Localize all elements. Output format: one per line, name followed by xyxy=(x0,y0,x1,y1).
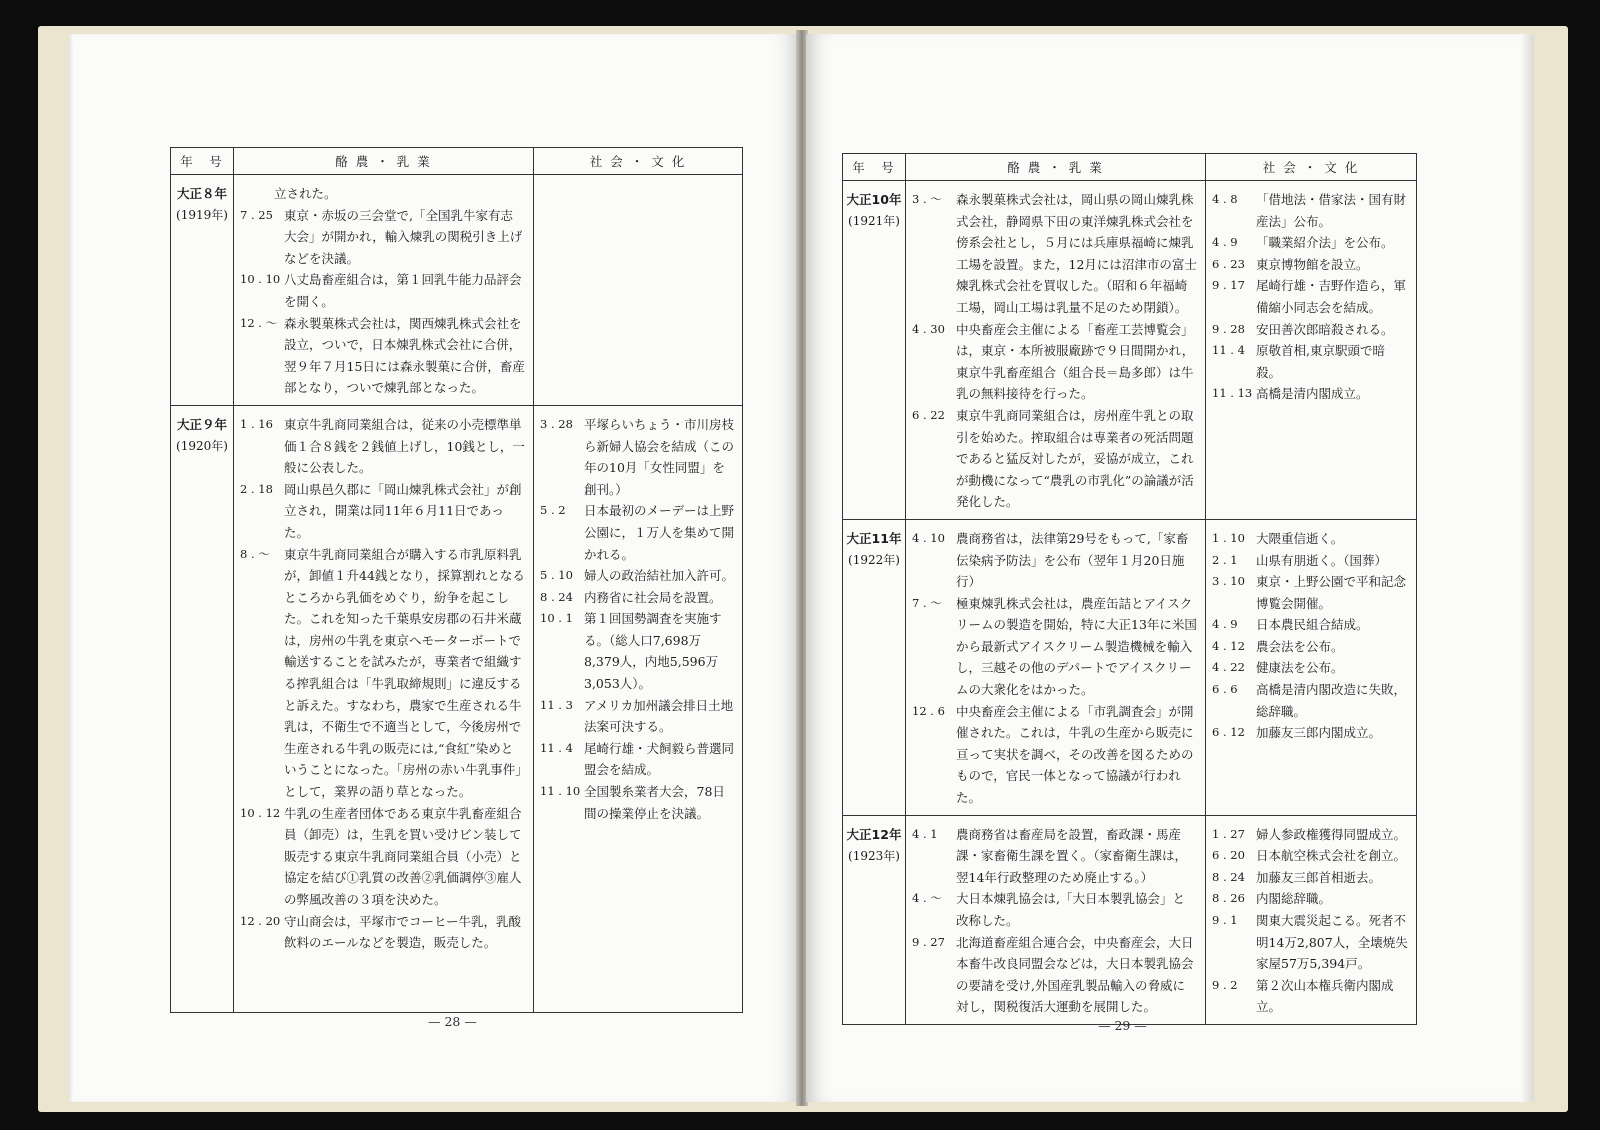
era-year: (1921年) xyxy=(848,214,900,228)
entry-date: 1 . 10 xyxy=(1212,530,1245,545)
entry-text: 牛乳の生産者団体である東京牛乳畜産組合員（卸売）は，生乳を買い受けビン装して販売する東京牛乳商同業組合員（小売）と協定を結び①乳質の改善②乳価調停③雇人の弊風改善の３項を決めた。 xyxy=(284,805,522,907)
society-entry xyxy=(1206,319,1416,341)
entry-date: 4 . 8 xyxy=(1212,192,1238,206)
era-cell xyxy=(171,175,234,406)
era-cell xyxy=(171,405,234,1012)
entry-date: 9 . 17 xyxy=(1212,278,1245,293)
dairy-entry xyxy=(906,888,1205,931)
entry-text: 全国製糸業者大会，78日間の操業停止を決議。 xyxy=(584,784,725,821)
entry-text: 東京・上野公園で平和記念博覧会開催。 xyxy=(1256,574,1407,611)
entry-date: 8 . 24 xyxy=(1212,869,1245,884)
society-entry xyxy=(1206,636,1416,658)
dairy-entry xyxy=(906,824,1205,889)
entry-text: 東京博物館を設立。 xyxy=(1256,256,1369,272)
society-entry xyxy=(1206,910,1416,975)
entry-text: 内閣総辞職。 xyxy=(1256,891,1332,907)
entry-text: 加藤友三郎首相逝去。 xyxy=(1256,869,1382,885)
entry-date: 4 . 12 xyxy=(1212,638,1245,653)
entry-text: 日本航空株式会社を創立。 xyxy=(1256,848,1407,864)
entry-text: 森永製菓株式会社は，関西煉乳株式会社を設立，ついで，日本煉乳株式会社に合併，翌９年７月15日には森永製菓に合併，畜産部となり，ついで煉乳部となった。 xyxy=(284,315,525,396)
entry-date: 6 . 22 xyxy=(912,407,945,422)
entry-date: 11 . 13 xyxy=(1212,386,1253,401)
row-taisho-8 xyxy=(171,175,743,406)
entry-date: 9 . 27 xyxy=(912,934,945,949)
dairy-entry xyxy=(906,701,1205,809)
right-page xyxy=(806,34,1534,1102)
society-entry xyxy=(1206,722,1416,744)
entry-text: 山県有朋逝く。（国葬） xyxy=(1256,552,1388,568)
row-taisho-10 xyxy=(843,181,1417,520)
era-cell xyxy=(843,519,906,815)
dairy-entry xyxy=(906,405,1205,513)
society-entry xyxy=(1206,383,1416,405)
society-cell xyxy=(1206,181,1417,520)
header-row xyxy=(171,148,743,175)
society-cell xyxy=(534,405,743,1012)
entry-text: 東京牛乳商同業組合は，房州産牛乳との取引を始めた。搾取組合は専業者の死活問題であると猛反対したが，妥協が成立，これが動機になって“農乳の市乳化”の論議が活発化した。 xyxy=(956,407,1194,510)
era-year: (1920年) xyxy=(176,438,228,453)
entry-date: 8 . ～ xyxy=(240,546,270,561)
society-entry xyxy=(534,565,742,587)
header-era: 年 号 xyxy=(843,154,906,181)
entry-date: 2 . 18 xyxy=(240,481,273,496)
era-year: (1919年) xyxy=(176,208,228,222)
entry-text: 高橋是清内閣改造に失敗，総辞職。 xyxy=(1256,682,1407,719)
society-entry xyxy=(534,608,742,694)
era-name: 大正９年 xyxy=(176,416,227,432)
entry-date: 6 . 23 xyxy=(1212,256,1245,271)
header-society: 社 会 ・ 文 化 xyxy=(534,148,743,175)
entry-text: 日本最初のメーデーは上野公園に，１万人を集めて開かれる。 xyxy=(584,503,735,562)
entry-date: 9 . 1 xyxy=(1212,913,1238,927)
entry-date: 11 . 4 xyxy=(1212,343,1245,358)
entry-date: 4 . 9 xyxy=(1212,235,1238,250)
dairy-entry xyxy=(234,479,533,544)
dairy-entry xyxy=(234,911,533,954)
entry-date: 4 . 10 xyxy=(912,530,945,545)
dairy-cell xyxy=(906,181,1206,520)
era-name: 大正12年 xyxy=(846,826,902,842)
dairy-entry xyxy=(906,932,1205,1018)
entry-date: 12 . 6 xyxy=(912,703,945,718)
entry-date: 4 . 1 xyxy=(912,826,938,841)
entry-date: 8 . 26 xyxy=(1212,891,1245,906)
left-page xyxy=(68,34,798,1102)
dairy-entry xyxy=(234,803,533,911)
entry-date: 3 . 28 xyxy=(540,416,573,431)
entry-text: 日本農民組合結成。 xyxy=(1256,617,1369,633)
era-name: 大正11年 xyxy=(846,530,902,546)
era-year: (1923年) xyxy=(848,848,900,863)
society-entry xyxy=(534,414,742,500)
entry-date: 3 . ～ xyxy=(912,192,942,206)
entry-date: 5 . 10 xyxy=(540,568,573,583)
era-year: (1922年) xyxy=(848,552,900,567)
society-cell xyxy=(1206,815,1417,1024)
dairy-entry xyxy=(906,593,1205,701)
entry-date: 6 . 20 xyxy=(1212,848,1245,863)
chronology-table xyxy=(170,147,743,1013)
entry-text: 関東大震災起こる。死者不明14万2,807人，全壊焼失家屋57万5,394戸。 xyxy=(1256,913,1408,972)
society-entry xyxy=(1206,824,1416,846)
entry-text: アメリカ加州議会排日土地法案可決する。 xyxy=(584,697,734,735)
society-entry xyxy=(1206,975,1416,1018)
entry-text: 北海道畜産組合連合会，中央畜産会，大日本畜牛改良同盟会などは，大日本製乳協会の要請を受け,外国産乳製品輸入の脅威に対し，関税復活大運動を展開した。 xyxy=(956,934,1194,1015)
entry-text: 東京牛乳商同業組合が購入する市乳原料乳が，卸値１升44銭となり，採算割れとなるところから乳価をめぐり，紛争を起こした。これを知った千葉県安房郡の石井米蔵は，房州の牛乳を東京へモーターボートで輸送することを試みたが，専業者で組織する搾乳組合は「牛乳取締規則」に違反すると訴えた。すなわち，農家で生産される牛乳は，不衛生で不適当として，今後房州で生産される牛乳の販売には,“食紅”染めということになった。「房州の赤い牛乳事件」として，業界の語り草となった。 xyxy=(284,546,525,800)
row-taisho-12 xyxy=(843,815,1417,1024)
dairy-entry xyxy=(234,544,533,803)
entry-text: 内務省に社会局を設置。 xyxy=(584,589,722,605)
entry-text: 婦人参政権獲得同盟成立。 xyxy=(1256,826,1407,842)
entry-date: 11 . 4 xyxy=(540,740,573,755)
era-name: 大正８年 xyxy=(176,186,227,201)
entry-date: 8 . 24 xyxy=(540,589,573,604)
entry-date: 7 . ～ xyxy=(912,595,942,610)
society-entry xyxy=(1206,254,1416,276)
header-dairy: 酪 農 ・ 乳 業 xyxy=(234,148,534,175)
entry-text: 第２次山本権兵衛内閣成立。 xyxy=(1256,977,1394,1015)
header-era: 年 号 xyxy=(171,148,234,175)
entry-text: 八丈島畜産組合は，第１回乳牛能力品評会を開く。 xyxy=(284,272,522,309)
dairy-cell xyxy=(234,175,534,406)
entry-text: 原敬首相,東京駅頭で暗殺。 xyxy=(1256,343,1385,380)
entry-date: 4 . 22 xyxy=(1212,660,1245,675)
society-entry xyxy=(534,781,742,824)
entry-date: 11 . 10 xyxy=(540,784,581,799)
dairy-cell xyxy=(234,405,534,1012)
entry-text: 守山商会は，平塚市でコーヒー牛乳，乳酸飲料のエールなどを製造，販売した。 xyxy=(284,913,522,951)
entry-date: 4 . ～ xyxy=(912,891,942,906)
chronology-table xyxy=(842,153,1417,1025)
dairy-cell xyxy=(906,519,1206,815)
entry-text: 安田善次郎暗殺される。 xyxy=(1256,321,1394,337)
entry-date: 1 . 16 xyxy=(240,416,273,431)
entry-text: 大日本煉乳協会は,「大日本製乳協会」と改称した。 xyxy=(956,891,1185,928)
society-entry xyxy=(1206,275,1416,318)
header-society: 社 会 ・ 文 化 xyxy=(1206,154,1417,181)
entry-date: 5 . 2 xyxy=(540,503,566,518)
era-name: 大正10年 xyxy=(846,192,902,207)
dairy-entry xyxy=(234,313,533,399)
entry-date: 10 . 12 xyxy=(240,805,281,820)
society-entry xyxy=(534,738,742,781)
page-number: — 29 — xyxy=(1098,1018,1147,1033)
dairy-entry xyxy=(906,319,1205,405)
entry-date: 10 . 10 xyxy=(240,272,281,287)
entry-text: 第１回国勢調査を実施する。（総人口7,698万8,379人，内地5,596万3,053人）。 xyxy=(584,611,722,692)
society-entry xyxy=(1206,528,1416,550)
page-number: — 28 — xyxy=(428,1014,477,1029)
society-entry xyxy=(1206,679,1416,722)
society-entry xyxy=(1206,550,1416,572)
entry-date: 11 . 3 xyxy=(540,697,573,712)
entry-text: 「借地法・借家法・国有財産法」公布。 xyxy=(1256,192,1407,229)
society-entry xyxy=(1206,189,1416,232)
entry-text: 森永製菓株式会社は，岡山県の岡山煉乳株式会社，静岡県下田の東洋煉乳株式会社を傍系会社とし，５月には兵庫県福崎に煉乳工場を設置。また，12月には沼津市の富士煉乳株式会社を買収した。（昭和６年福崎工場，岡山工場は乳量不足のため閉鎖）。 xyxy=(956,192,1197,315)
dairy-entry xyxy=(234,205,533,270)
entry-date: 12 . ～ xyxy=(240,315,278,330)
dairy-entry xyxy=(234,183,533,205)
entry-date: 9 . 2 xyxy=(1212,977,1238,992)
entry-text: 農商務省は畜産局を設置，畜政課・馬産課・家畜衛生課を置く。（家畜衛生課は，翌14年行政整理のため廃止する。） xyxy=(956,826,1188,885)
entry-date: 6 . 12 xyxy=(1212,725,1245,740)
entry-text: 立された。 xyxy=(274,186,337,201)
entry-text: 平塚らいちょう・市川房枝ら新婦人協会を結成（この年の10月「女性同盟」を創刊。） xyxy=(584,416,735,497)
dairy-entry xyxy=(234,269,533,312)
entry-date: 7 . 25 xyxy=(240,207,273,222)
society-entry xyxy=(534,500,742,565)
entry-date: 4 . 9 xyxy=(1212,617,1238,632)
era-cell xyxy=(843,815,906,1024)
entry-text: 大隈重信逝く。 xyxy=(1256,530,1344,546)
entry-text: 加藤友三郎内閣成立。 xyxy=(1256,725,1382,741)
entry-text: 東京牛乳商同業組合は，従来の小売標準単価１合８銭を２銭値上げし，10銭とし，一般に公表した。 xyxy=(284,416,525,476)
society-cell xyxy=(534,175,743,406)
entry-date: 4 . 30 xyxy=(912,321,945,336)
header-row xyxy=(843,154,1417,181)
entry-date: 1 . 27 xyxy=(1212,826,1245,841)
dairy-cell xyxy=(906,815,1206,1024)
society-entry xyxy=(1206,845,1416,867)
dairy-entry xyxy=(906,189,1205,319)
row-taisho-9 xyxy=(171,405,743,1012)
entry-text: 岡山県邑久郡に「岡山煉乳株式会社」が創立され，開業は同11年６月11日であった。 xyxy=(284,481,522,540)
entry-date: 3 . 10 xyxy=(1212,574,1245,589)
society-cell xyxy=(1206,519,1417,815)
entry-text: 東京・赤坂の三会堂で,「全国乳牛家有志大会」が開かれ，輸入煉乳の関税引き上げなどを決議。 xyxy=(284,207,523,266)
society-entry xyxy=(1206,867,1416,889)
era-cell xyxy=(843,181,906,520)
row-taisho-11 xyxy=(843,519,1417,815)
entry-text: 健康法を公布。 xyxy=(1256,660,1344,676)
entry-text: 尾崎行雄・吉野作造ら，軍備縮小同志会を結成。 xyxy=(1256,278,1407,315)
entry-date: 6 . 6 xyxy=(1212,682,1238,697)
entry-text: 中央畜産会主催による「市乳調査会」が開催された。これは，牛乳の生産から販売に亘って実状を調べ，その改善を図るためのもので，官民一体となって協議が行われた。 xyxy=(956,703,1194,806)
society-entry xyxy=(1206,232,1416,254)
entry-date: 2 . 1 xyxy=(1212,552,1238,567)
society-entry xyxy=(534,695,742,738)
entry-text: 中央畜産会主催による「畜産工芸博覧会」は，東京・本所被服廠跡で９日間開かれ，東京牛乳畜産組合（組合長＝島多郎）は牛乳の無料接待を行った。 xyxy=(956,321,1195,402)
entry-text: 「職業紹介法」を公布。 xyxy=(1256,235,1394,251)
dairy-entry xyxy=(234,414,533,479)
society-entry xyxy=(534,587,742,609)
dairy-entry xyxy=(906,528,1205,593)
header-dairy: 酪 農 ・ 乳 業 xyxy=(906,154,1206,181)
entry-text: 尾崎行雄・犬飼毅ら普選同盟会を結成。 xyxy=(584,740,735,778)
entry-text: 極東煉乳株式会社は，農産缶詰とアイスクリームの製造を開始，特に大正13年に米国から最新式アイスクリーム製造機械を輸入し，三越その他のデパートでアイスクリームの大衆化をはかった。 xyxy=(956,595,1197,698)
entry-text: 農会法を公布。 xyxy=(1256,638,1344,654)
entry-date: 12 . 20 xyxy=(240,913,281,928)
entry-text: 婦人の政治結社加入許可。 xyxy=(584,568,735,584)
society-entry xyxy=(1206,888,1416,910)
society-entry xyxy=(1206,340,1416,383)
entry-date: 9 . 28 xyxy=(1212,321,1245,336)
entry-date: 10 . 1 xyxy=(540,611,573,626)
entry-text: 高橋是清内閣成立。 xyxy=(1256,386,1369,402)
society-entry xyxy=(1206,657,1416,679)
society-entry xyxy=(1206,571,1416,614)
society-entry xyxy=(1206,614,1416,636)
entry-text: 農商務省は，法律第29号をもって,「家畜伝染病予防法」を公布（翌年１月20日施行） xyxy=(956,530,1189,590)
